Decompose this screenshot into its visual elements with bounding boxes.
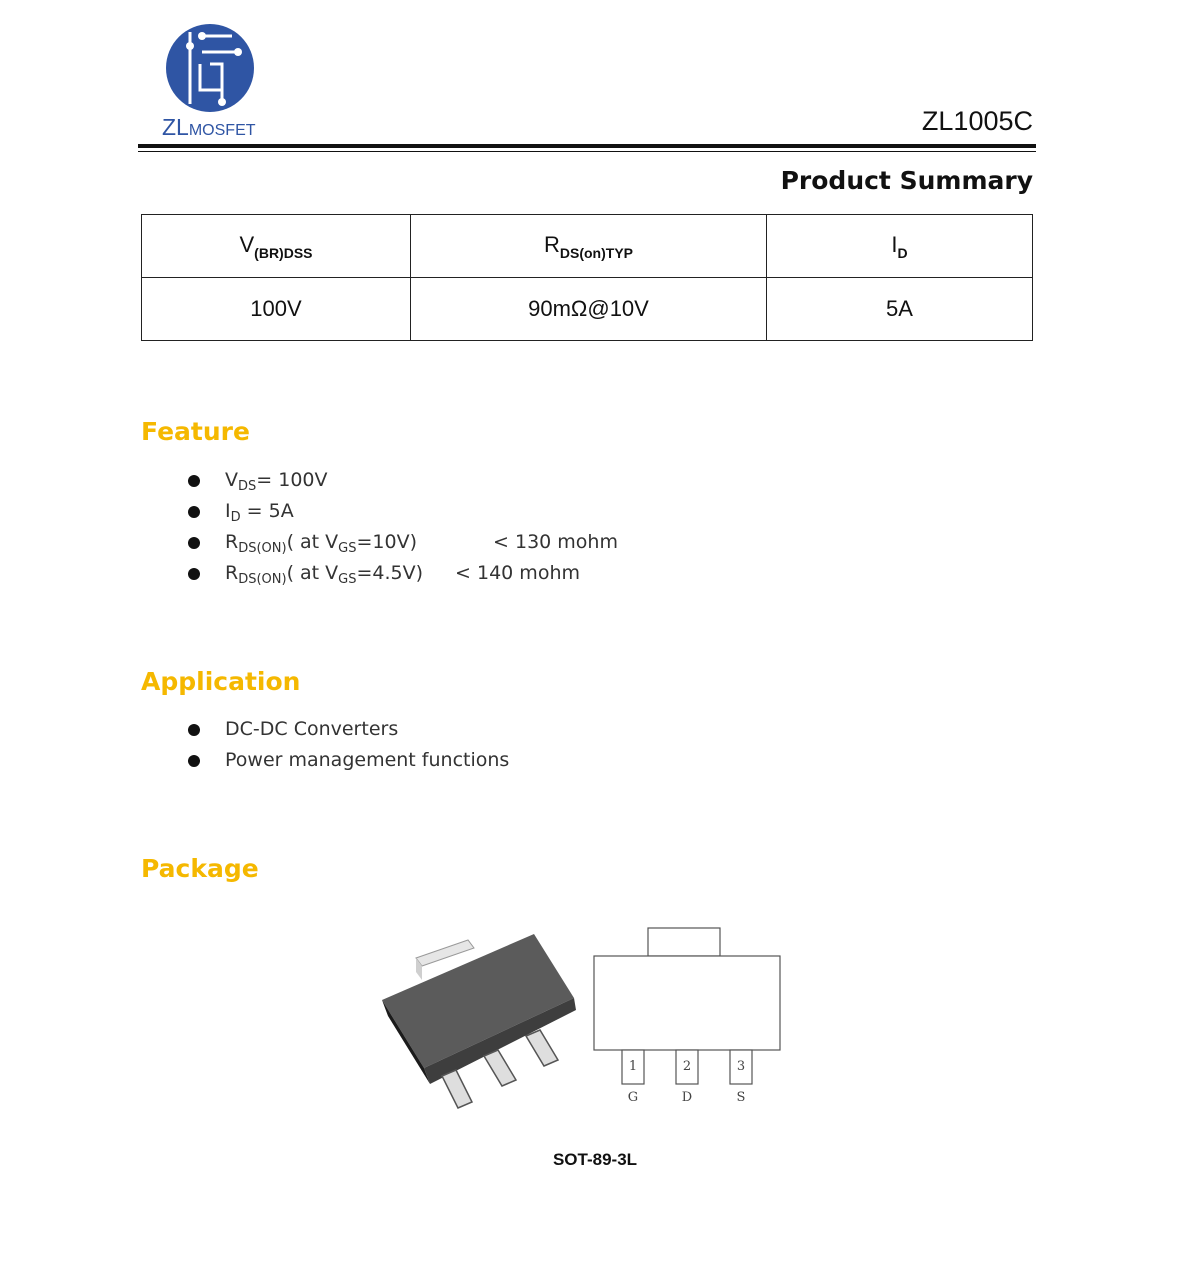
col-vbrdss [142,215,411,278]
sot89-outline-drawing [590,924,784,1110]
text: I [225,500,231,522]
bullet-icon [188,724,200,736]
bullet-icon [188,537,200,549]
col-main: I [891,231,898,257]
value-vbrdss: 100V [142,278,411,341]
list-item [184,465,618,496]
product-summary-title: Product Summary [780,166,1033,195]
text: V [225,469,238,491]
brand-name [162,114,256,141]
col-rdson [411,215,767,278]
subscript: D [230,510,241,525]
subscript: DS(ON) [238,541,287,556]
list-item [184,558,618,589]
col-sub: (BR)DSS [254,244,313,261]
table-row [142,278,1033,341]
text: ( at V [286,562,339,584]
text: Power management functions [225,749,510,771]
subscript: DS [238,479,257,494]
header-rule-thick [138,144,1036,148]
pin-2-number: 2 [682,1059,692,1074]
pin-1-number: 1 [628,1059,638,1074]
col-main: V [239,231,255,257]
pin-3-name: S [736,1090,746,1105]
header-rule-thin [138,151,1036,152]
col-sub: D [897,244,908,261]
table-header-row [142,215,1033,278]
bullet-icon [188,506,200,518]
list-item [184,714,509,745]
brand-zl: ZL [162,114,189,140]
col-id [767,215,1033,278]
text: =10V) [356,531,418,553]
part-number: ZL1005C [921,106,1033,136]
pin-2-name: D [681,1090,693,1105]
sot89-3d-illustration [376,930,582,1110]
text: R [225,562,239,584]
brand-mosfet: MOSFET [188,122,256,139]
value-id: 5A [767,278,1033,341]
text: = 5A [240,500,294,522]
subscript: GS [338,572,357,587]
text: ( at V [286,531,339,553]
col-main: R [544,231,560,257]
feature-heading: Feature [141,417,250,446]
product-summary-table [141,214,1033,341]
text: R [225,531,239,553]
package-heading: Package [141,854,259,883]
subscript: DS(ON) [238,572,287,587]
text: = 100V [256,469,328,491]
bullet-icon [188,568,200,580]
list-item [184,527,618,558]
pin-3-number: 3 [736,1059,746,1074]
value-rdson: 90mΩ@10V [411,278,767,341]
bullet-icon [188,475,200,487]
application-list [184,714,509,776]
text: DC-DC Converters [225,718,399,740]
text: < 140 mohm [455,562,580,584]
package-caption: SOT-89-3L [552,1150,638,1169]
list-item [184,745,509,776]
subscript: GS [338,541,357,556]
text: < 130 mohm [493,531,618,553]
pin-1-name: G [627,1090,639,1105]
bullet-icon [188,755,200,767]
list-item [184,496,618,527]
col-sub: DS(on)TYP [559,244,633,261]
feature-list [184,465,618,589]
text: =4.5V) [356,562,424,584]
application-heading: Application [141,667,301,696]
